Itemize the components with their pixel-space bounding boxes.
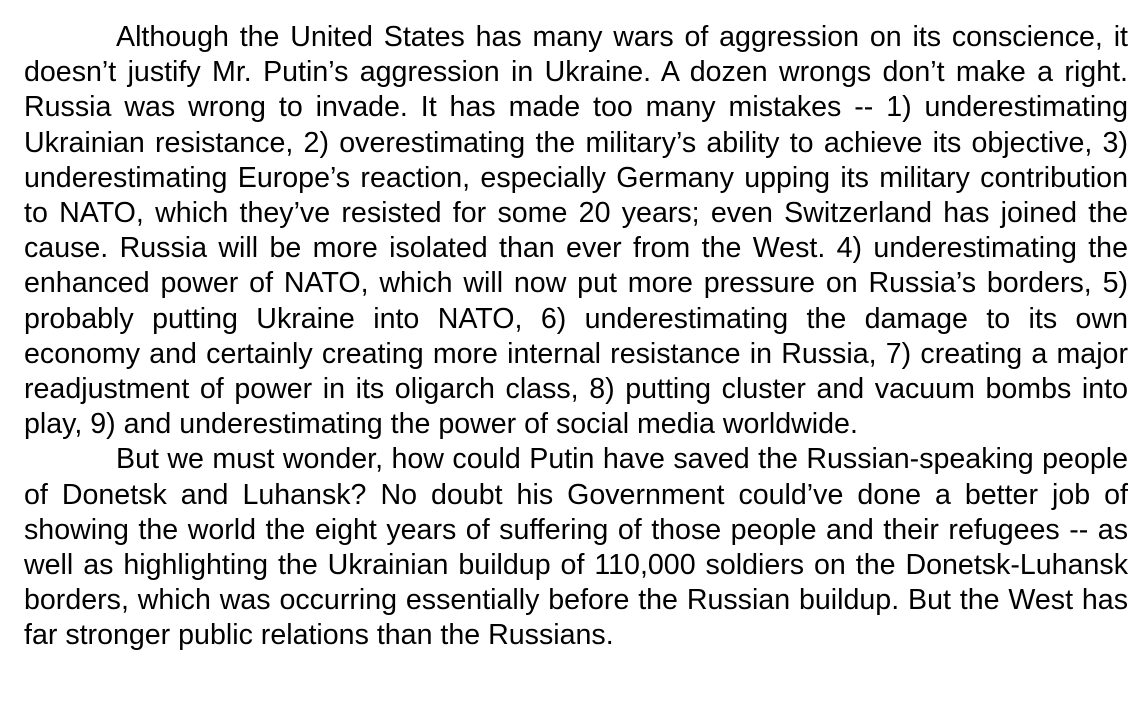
document-body: [24, 20, 1128, 654]
paragraph-1: Although the United States has many wars of aggression on its conscience, it doesn’t justify Mr. Putin’s aggression in Ukraine. A dozen wrongs don’t make a right. Russia was wrong to invade. It has made too many mistakes -- 1) underestimating Ukrainian resistance, 2) overestimating the military’s ability to achieve its objective, 3) underestimating Europe’s reaction, especially Germany upping its military contribution to NATO, which they’ve resisted for some 20 years; even Switzerland has joined the cause. Russia will be more isolated than ever from the West. 4) underestimating the enhanced power of NATO, which will now put more pressure on Russia’s borders, 5) probably putting Ukraine into NATO, 6) underestimating the damage to its own economy and certainly creating more internal resistance in Russia, 7) creating a major readjustment of power in its oligarch class, 8) putting cluster and vacuum bombs into play, 9) and underestimating the power of social media worldwide.: [24, 21, 1128, 441]
paragraph-2: But we must wonder, how could Putin have saved the Russian-speaking people of Donetsk and Luhansk? No doubt his Government could’ve done a better job of showing the world the eight years of suffering of those people and their refugees -- as well as highlighting the Ukrainian buildup of 110,000 soldiers on the Donetsk-Luhansk borders, which was occurring essentially before the Russian buildup. But the West has far stronger public relations than the Russians.: [24, 443, 1128, 652]
